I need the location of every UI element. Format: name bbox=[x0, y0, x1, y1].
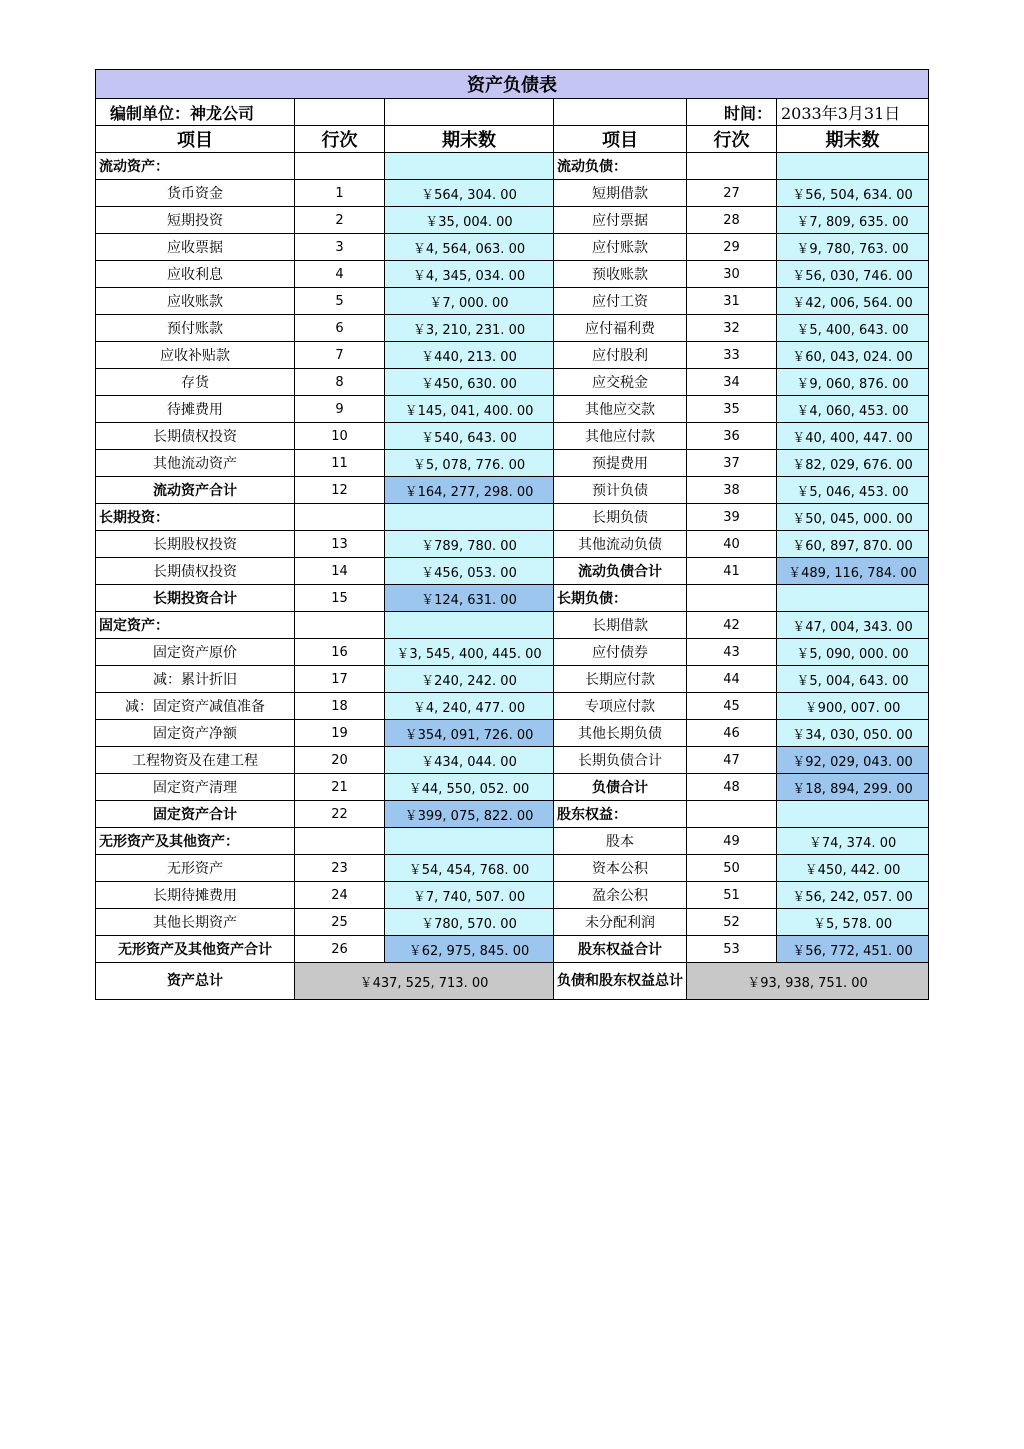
left-item-name: 流动资产： bbox=[96, 153, 295, 180]
left-end-value: ￥540, 643. 00 bbox=[385, 423, 554, 450]
grand-total-row bbox=[96, 963, 929, 1000]
right-row-number: 45 bbox=[687, 693, 777, 720]
right-end-value: ￥5, 578. 00 bbox=[777, 909, 929, 936]
left-row-number: 21 bbox=[295, 774, 385, 801]
table-row bbox=[96, 315, 929, 342]
right-item-name: 长期负债： bbox=[554, 585, 687, 612]
right-end-value: ￥56, 772, 451. 00 bbox=[777, 936, 929, 963]
left-row-number bbox=[295, 828, 385, 855]
right-row-number: 38 bbox=[687, 477, 777, 504]
right-item-name: 应交税金 bbox=[554, 369, 687, 396]
left-end-value: ￥62, 975, 845. 00 bbox=[385, 936, 554, 963]
left-item-name: 待摊费用 bbox=[96, 396, 295, 423]
table-row bbox=[96, 612, 929, 639]
left-row-number: 14 bbox=[295, 558, 385, 585]
right-item-name: 其他应付款 bbox=[554, 423, 687, 450]
right-end-value: ￥5, 046, 453. 00 bbox=[777, 477, 929, 504]
left-item-name: 应收账款 bbox=[96, 288, 295, 315]
table-row bbox=[96, 774, 929, 801]
left-row-number: 1 bbox=[295, 180, 385, 207]
right-end-value: ￥56, 242, 057. 00 bbox=[777, 882, 929, 909]
right-end-value: ￥92, 029, 043. 00 bbox=[777, 747, 929, 774]
right-row-number: 30 bbox=[687, 261, 777, 288]
left-end-value bbox=[385, 504, 554, 531]
header-row-no: 行次 bbox=[687, 126, 777, 153]
right-row-number: 29 bbox=[687, 234, 777, 261]
table-row bbox=[96, 747, 929, 774]
right-item-name: 盈余公积 bbox=[554, 882, 687, 909]
left-end-value: ￥440, 213. 00 bbox=[385, 342, 554, 369]
right-row-number: 34 bbox=[687, 369, 777, 396]
right-end-value: ￥18, 894, 299. 00 bbox=[777, 774, 929, 801]
table-row bbox=[96, 288, 929, 315]
right-row-number: 40 bbox=[687, 531, 777, 558]
right-item-name: 其他流动负债 bbox=[554, 531, 687, 558]
left-end-value: ￥4, 564, 063. 00 bbox=[385, 234, 554, 261]
left-row-number: 4 bbox=[295, 261, 385, 288]
right-row-number bbox=[687, 801, 777, 828]
left-end-value: ￥5, 078, 776. 00 bbox=[385, 450, 554, 477]
left-end-value: ￥124, 631. 00 bbox=[385, 585, 554, 612]
liabilities-equity-total-value: ￥93, 938, 751. 00 bbox=[687, 963, 929, 1000]
right-row-number: 44 bbox=[687, 666, 777, 693]
left-row-number: 7 bbox=[295, 342, 385, 369]
left-row-number: 16 bbox=[295, 639, 385, 666]
right-end-value bbox=[777, 801, 929, 828]
right-item-name: 应付福利费 bbox=[554, 315, 687, 342]
right-item-name: 长期负债合计 bbox=[554, 747, 687, 774]
right-row-number: 28 bbox=[687, 207, 777, 234]
left-end-value: ￥35, 004. 00 bbox=[385, 207, 554, 234]
left-row-number: 6 bbox=[295, 315, 385, 342]
sheet-title: 资产负债表 bbox=[96, 70, 929, 99]
left-row-number: 20 bbox=[295, 747, 385, 774]
right-item-name: 股东权益： bbox=[554, 801, 687, 828]
right-end-value: ￥5, 400, 643. 00 bbox=[777, 315, 929, 342]
left-item-name: 无形资产 bbox=[96, 855, 295, 882]
left-item-name: 应收补贴款 bbox=[96, 342, 295, 369]
left-item-name: 无形资产及其他资产： bbox=[96, 828, 295, 855]
left-item-name: 长期待摊费用 bbox=[96, 882, 295, 909]
header-row-no: 行次 bbox=[295, 126, 385, 153]
left-end-value bbox=[385, 612, 554, 639]
left-item-name: 减：固定资产减值准备 bbox=[96, 693, 295, 720]
left-row-number: 13 bbox=[295, 531, 385, 558]
right-end-value: ￥56, 030, 746. 00 bbox=[777, 261, 929, 288]
table-row bbox=[96, 234, 929, 261]
table-row bbox=[96, 207, 929, 234]
table-row bbox=[96, 909, 929, 936]
left-row-number: 23 bbox=[295, 855, 385, 882]
balance-sheet-table bbox=[95, 69, 929, 1000]
left-row-number bbox=[295, 153, 385, 180]
right-end-value: ￥82, 029, 676. 00 bbox=[777, 450, 929, 477]
right-row-number: 35 bbox=[687, 396, 777, 423]
table-row bbox=[96, 639, 929, 666]
right-item-name: 资本公积 bbox=[554, 855, 687, 882]
right-row-number: 37 bbox=[687, 450, 777, 477]
left-item-name: 长期投资： bbox=[96, 504, 295, 531]
company-unit: 编制单位：神龙公司 bbox=[96, 99, 295, 126]
meta-spacer bbox=[295, 99, 385, 126]
right-end-value: ￥9, 780, 763. 00 bbox=[777, 234, 929, 261]
right-item-name: 应付账款 bbox=[554, 234, 687, 261]
left-end-value: ￥4, 240, 477. 00 bbox=[385, 693, 554, 720]
right-end-value: ￥50, 045, 000. 00 bbox=[777, 504, 929, 531]
left-end-value bbox=[385, 153, 554, 180]
right-end-value: ￥5, 004, 643. 00 bbox=[777, 666, 929, 693]
left-row-number: 10 bbox=[295, 423, 385, 450]
left-item-name: 长期债权投资 bbox=[96, 423, 295, 450]
left-item-name: 存货 bbox=[96, 369, 295, 396]
right-row-number: 41 bbox=[687, 558, 777, 585]
left-item-name: 固定资产合计 bbox=[96, 801, 295, 828]
header-row bbox=[96, 126, 929, 153]
left-row-number: 5 bbox=[295, 288, 385, 315]
left-row-number: 19 bbox=[295, 720, 385, 747]
right-end-value: ￥7, 809, 635. 00 bbox=[777, 207, 929, 234]
right-row-number: 43 bbox=[687, 639, 777, 666]
left-end-value: ￥789, 780. 00 bbox=[385, 531, 554, 558]
left-end-value: ￥3, 210, 231. 00 bbox=[385, 315, 554, 342]
left-item-name: 长期投资合计 bbox=[96, 585, 295, 612]
left-item-name: 固定资产清理 bbox=[96, 774, 295, 801]
right-row-number: 48 bbox=[687, 774, 777, 801]
right-item-name: 预提费用 bbox=[554, 450, 687, 477]
table-row bbox=[96, 693, 929, 720]
right-row-number: 52 bbox=[687, 909, 777, 936]
right-end-value: ￥47, 004, 343. 00 bbox=[777, 612, 929, 639]
right-end-value: ￥5, 090, 000. 00 bbox=[777, 639, 929, 666]
right-end-value: ￥34, 030, 050. 00 bbox=[777, 720, 929, 747]
left-end-value: ￥7, 000. 00 bbox=[385, 288, 554, 315]
left-end-value: ￥4, 345, 034. 00 bbox=[385, 261, 554, 288]
right-item-name: 短期借款 bbox=[554, 180, 687, 207]
meta-spacer bbox=[554, 99, 687, 126]
right-row-number: 27 bbox=[687, 180, 777, 207]
right-row-number: 51 bbox=[687, 882, 777, 909]
left-item-name: 固定资产： bbox=[96, 612, 295, 639]
liabilities-equity-total-label: 负债和股东权益总计 bbox=[554, 963, 687, 1000]
left-row-number: 9 bbox=[295, 396, 385, 423]
left-item-name: 预付账款 bbox=[96, 315, 295, 342]
left-end-value: ￥434, 044. 00 bbox=[385, 747, 554, 774]
left-end-value: ￥44, 550, 052. 00 bbox=[385, 774, 554, 801]
left-row-number: 8 bbox=[295, 369, 385, 396]
left-end-value: ￥54, 454, 768. 00 bbox=[385, 855, 554, 882]
right-item-name: 专项应付款 bbox=[554, 693, 687, 720]
table-row bbox=[96, 558, 929, 585]
left-item-name: 应收票据 bbox=[96, 234, 295, 261]
right-end-value: ￥450, 442. 00 bbox=[777, 855, 929, 882]
right-row-number: 36 bbox=[687, 423, 777, 450]
right-row-number bbox=[687, 585, 777, 612]
table-row bbox=[96, 180, 929, 207]
assets-total-label: 资产总计 bbox=[96, 963, 295, 1000]
left-item-name: 长期股权投资 bbox=[96, 531, 295, 558]
right-item-name: 预收账款 bbox=[554, 261, 687, 288]
left-item-name: 其他流动资产 bbox=[96, 450, 295, 477]
right-end-value: ￥900, 007. 00 bbox=[777, 693, 929, 720]
left-row-number bbox=[295, 612, 385, 639]
right-end-value: ￥60, 897, 870. 00 bbox=[777, 531, 929, 558]
left-row-number: 18 bbox=[295, 693, 385, 720]
left-end-value: ￥780, 570. 00 bbox=[385, 909, 554, 936]
right-end-value: ￥4, 060, 453. 00 bbox=[777, 396, 929, 423]
right-item-name: 应付债券 bbox=[554, 639, 687, 666]
right-item-name: 流动负债合计 bbox=[554, 558, 687, 585]
table-row bbox=[96, 504, 929, 531]
left-end-value: ￥450, 630. 00 bbox=[385, 369, 554, 396]
right-end-value: ￥74, 374. 00 bbox=[777, 828, 929, 855]
table-row bbox=[96, 828, 929, 855]
right-row-number: 31 bbox=[687, 288, 777, 315]
left-row-number: 25 bbox=[295, 909, 385, 936]
left-item-name: 其他长期资产 bbox=[96, 909, 295, 936]
left-end-value bbox=[385, 828, 554, 855]
table-row bbox=[96, 882, 929, 909]
left-row-number: 3 bbox=[295, 234, 385, 261]
right-row-number: 47 bbox=[687, 747, 777, 774]
right-item-name: 其他应交款 bbox=[554, 396, 687, 423]
right-item-name: 预计负债 bbox=[554, 477, 687, 504]
left-item-name: 流动资产合计 bbox=[96, 477, 295, 504]
right-end-value bbox=[777, 585, 929, 612]
left-row-number: 24 bbox=[295, 882, 385, 909]
title-row bbox=[96, 70, 929, 99]
left-item-name: 工程物资及在建工程 bbox=[96, 747, 295, 774]
left-end-value: ￥3, 545, 400, 445. 00 bbox=[385, 639, 554, 666]
table-row bbox=[96, 450, 929, 477]
table-row bbox=[96, 261, 929, 288]
left-item-name: 货币资金 bbox=[96, 180, 295, 207]
right-row-number: 39 bbox=[687, 504, 777, 531]
left-end-value: ￥145, 041, 400. 00 bbox=[385, 396, 554, 423]
left-row-number: 11 bbox=[295, 450, 385, 477]
right-item-name: 流动负债： bbox=[554, 153, 687, 180]
left-end-value: ￥399, 075, 822. 00 bbox=[385, 801, 554, 828]
balance-sheet bbox=[95, 69, 928, 1000]
right-item-name: 股本 bbox=[554, 828, 687, 855]
left-item-name: 短期投资 bbox=[96, 207, 295, 234]
right-item-name: 长期借款 bbox=[554, 612, 687, 639]
right-item-name: 未分配利润 bbox=[554, 909, 687, 936]
left-item-name: 应收利息 bbox=[96, 261, 295, 288]
table-row bbox=[96, 936, 929, 963]
left-item-name: 长期债权投资 bbox=[96, 558, 295, 585]
right-end-value: ￥56, 504, 634. 00 bbox=[777, 180, 929, 207]
right-row-number: 32 bbox=[687, 315, 777, 342]
right-row-number bbox=[687, 153, 777, 180]
table-row bbox=[96, 666, 929, 693]
report-date: 2033年3月31日 bbox=[777, 99, 929, 126]
header-end-value: 期末数 bbox=[385, 126, 554, 153]
left-row-number: 26 bbox=[295, 936, 385, 963]
right-item-name: 长期负债 bbox=[554, 504, 687, 531]
header-item: 项目 bbox=[96, 126, 295, 153]
left-end-value: ￥164, 277, 298. 00 bbox=[385, 477, 554, 504]
left-end-value: ￥456, 053. 00 bbox=[385, 558, 554, 585]
left-row-number bbox=[295, 504, 385, 531]
left-item-name: 固定资产净额 bbox=[96, 720, 295, 747]
right-row-number: 53 bbox=[687, 936, 777, 963]
right-item-name: 应付工资 bbox=[554, 288, 687, 315]
right-row-number: 50 bbox=[687, 855, 777, 882]
header-end-value: 期末数 bbox=[777, 126, 929, 153]
right-row-number: 46 bbox=[687, 720, 777, 747]
assets-total-value: ￥437, 525, 713. 00 bbox=[295, 963, 554, 1000]
table-row bbox=[96, 423, 929, 450]
left-item-name: 无形资产及其他资产合计 bbox=[96, 936, 295, 963]
left-row-number: 22 bbox=[295, 801, 385, 828]
left-row-number: 15 bbox=[295, 585, 385, 612]
table-row bbox=[96, 153, 929, 180]
right-end-value: ￥9, 060, 876. 00 bbox=[777, 369, 929, 396]
left-item-name: 减：累计折旧 bbox=[96, 666, 295, 693]
meta-row bbox=[96, 99, 929, 126]
table-row bbox=[96, 855, 929, 882]
right-item-name: 应付股利 bbox=[554, 342, 687, 369]
right-row-number: 42 bbox=[687, 612, 777, 639]
right-end-value: ￥42, 006, 564. 00 bbox=[777, 288, 929, 315]
table-row bbox=[96, 585, 929, 612]
right-item-name: 长期应付款 bbox=[554, 666, 687, 693]
right-end-value: ￥40, 400, 447. 00 bbox=[777, 423, 929, 450]
left-end-value: ￥7, 740, 507. 00 bbox=[385, 882, 554, 909]
table-row bbox=[96, 396, 929, 423]
left-row-number: 2 bbox=[295, 207, 385, 234]
left-item-name: 固定资产原价 bbox=[96, 639, 295, 666]
table-row bbox=[96, 342, 929, 369]
right-end-value: ￥60, 043, 024. 00 bbox=[777, 342, 929, 369]
left-end-value: ￥564, 304. 00 bbox=[385, 180, 554, 207]
right-item-name: 应付票据 bbox=[554, 207, 687, 234]
right-row-number: 33 bbox=[687, 342, 777, 369]
left-end-value: ￥240, 242. 00 bbox=[385, 666, 554, 693]
left-end-value: ￥354, 091, 726. 00 bbox=[385, 720, 554, 747]
table-row bbox=[96, 477, 929, 504]
left-row-number: 17 bbox=[295, 666, 385, 693]
right-end-value: ￥489, 116, 784. 00 bbox=[777, 558, 929, 585]
table-row bbox=[96, 720, 929, 747]
table-row bbox=[96, 531, 929, 558]
left-row-number: 12 bbox=[295, 477, 385, 504]
table-row bbox=[96, 801, 929, 828]
meta-spacer bbox=[385, 99, 554, 126]
right-end-value bbox=[777, 153, 929, 180]
right-item-name: 股东权益合计 bbox=[554, 936, 687, 963]
right-item-name: 其他长期负债 bbox=[554, 720, 687, 747]
time-label: 时间： bbox=[687, 99, 777, 126]
right-row-number: 49 bbox=[687, 828, 777, 855]
table-row bbox=[96, 369, 929, 396]
right-item-name: 负债合计 bbox=[554, 774, 687, 801]
header-item: 项目 bbox=[554, 126, 687, 153]
